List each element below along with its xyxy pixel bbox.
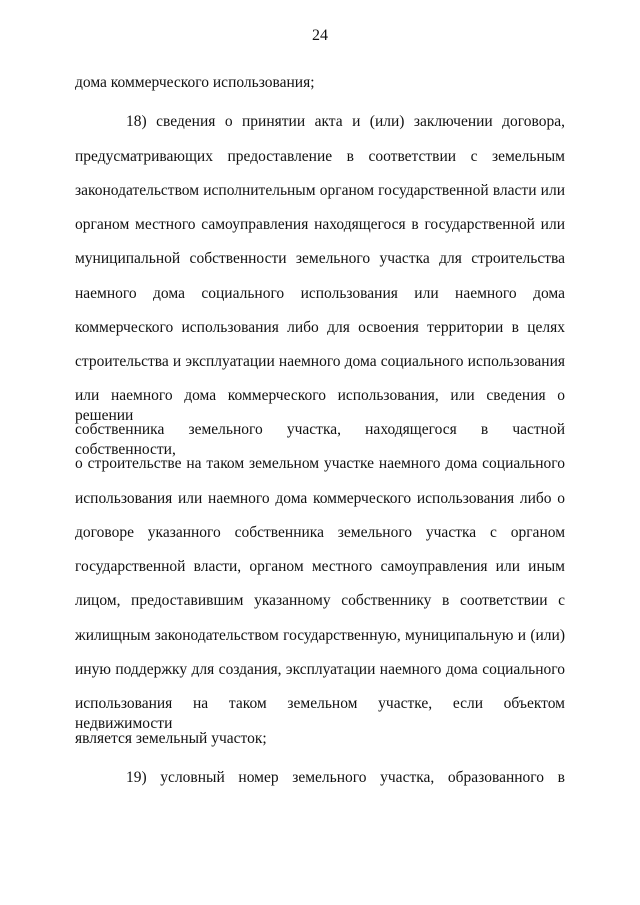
text-line-5: органом местного самоуправления находящегося в государственной или xyxy=(75,216,565,233)
text-line-1: дома коммерческого использования; xyxy=(75,74,315,91)
text-line-16: лицом, предоставившим указанному собственнику в соответствии с xyxy=(75,592,565,609)
text-line-9: строительства и эксплуатации наемного дома социального использования xyxy=(75,353,565,370)
text-line-3: предусматривающих предоставление в соответствии с земельным xyxy=(75,148,565,165)
text-line-6: муниципальной собственности земельного участка для строительства xyxy=(75,250,565,267)
text-line-12: о строительстве на таком земельном участке наемного дома социального xyxy=(75,455,565,472)
text-line-19: использования на таком земельном участке, если объектом недвижимости xyxy=(75,695,565,732)
page-number: 24 xyxy=(312,27,328,44)
text-line-4: законодательством исполнительным органом государственной власти или xyxy=(75,182,565,199)
text-line-20: является земельный участок; xyxy=(75,730,267,747)
text-line-11: собственника земельного участка, находящегося в частной собственности, xyxy=(75,421,565,458)
text-line-10: или наемного дома коммерческого использования, или сведения о решении xyxy=(75,387,565,424)
text-line-2: 18) сведения о принятии акта и (или) заключении договора, xyxy=(126,113,565,130)
text-line-17: жилищным законодательством государственную, муниципальную и (или) xyxy=(75,627,565,644)
text-line-8: коммерческого использования либо для освоения территории в целях xyxy=(75,319,565,336)
text-line-15: государственной власти, органом местного самоуправления или иным xyxy=(75,558,565,575)
text-line-13: использования или наемного дома коммерческого использования либо о xyxy=(75,490,565,507)
text-line-21: 19) условный номер земельного участка, образованного в xyxy=(126,769,565,786)
text-line-18: иную поддержку для создания, эксплуатации наемного дома социального xyxy=(75,661,565,678)
text-line-14: договоре указанного собственника земельного участка с органом xyxy=(75,524,565,541)
text-line-7: наемного дома социального использования или наемного дома xyxy=(75,285,565,302)
